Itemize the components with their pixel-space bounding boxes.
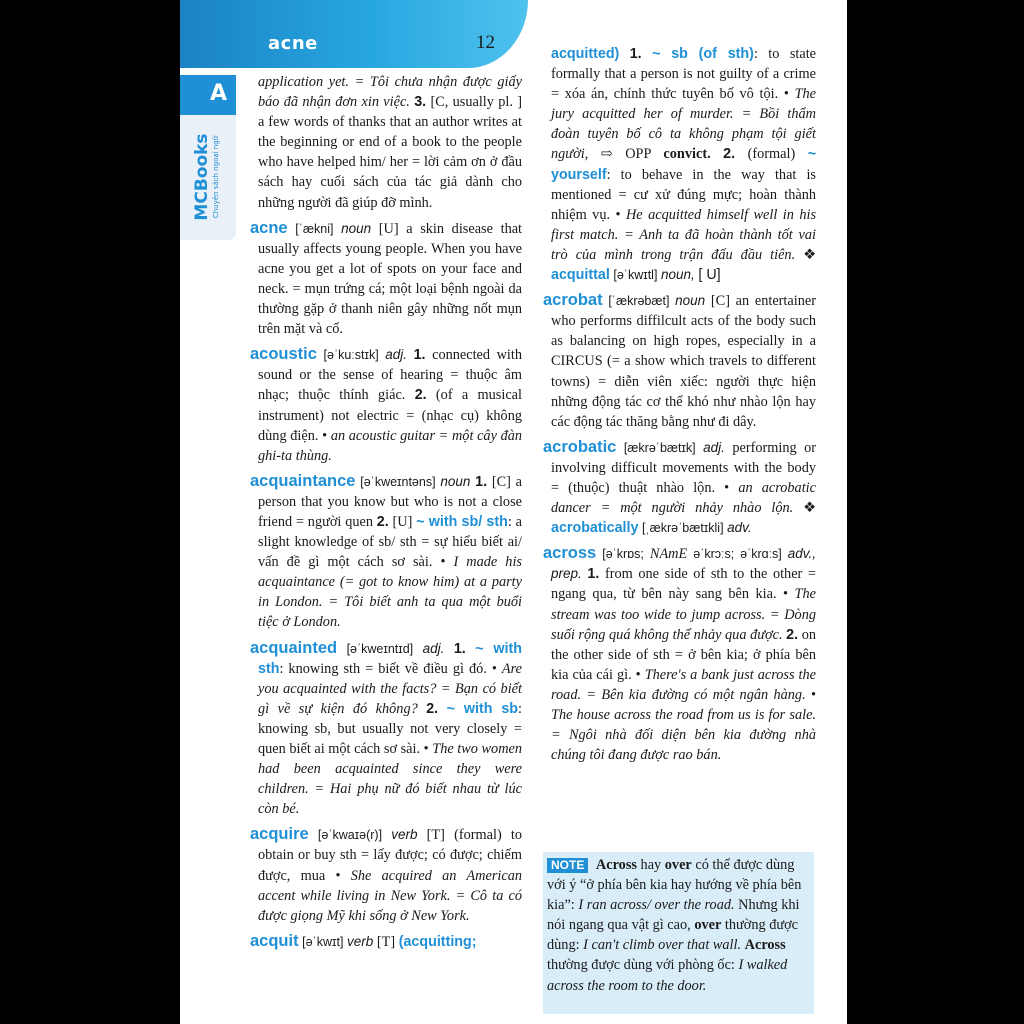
arrow-icon: ⇨	[600, 146, 613, 163]
headword: acquainted	[250, 638, 338, 657]
entry-across: across [əˈkrɒs; NAmE əˈkrɔːs; əˈkrɑːs] adv., prep. 1. from one side of sth to the other = ngang qua, từ bên này sang bên kia. • The stream was too wide to jump across. = Dòng suối rộng quá không thể nhảy qua được. 2. on the other side of sth = ở bên kia; ở phía bên kia của cái gì. • There's a bank just across the road. = Bên kia đường có một ngân hàng. • The house across the road from us is for sale. = Ngôi nhà đối diện bên kia đường nhà chúng tôi đang được rao bán.	[543, 544, 817, 764]
entry-continuation: application yet. = Tôi chưa nhận được giấy báo đã nhận đơn xin việc. 3. [C, usually pl. ] a few words of thanks that an author writes at the beginning or end of a book to the people who have helped him/ her = lời cảm ơn ở đầu sách hay cuối sách của tác giả dành cho những người đã giúp đỡ mình.	[258, 74, 522, 211]
letter-tab-label: A	[209, 81, 227, 106]
brand-tagline: Chuyên sách ngoại ngữ	[212, 135, 220, 219]
header-band	[180, 0, 528, 68]
dictionary-page	[180, 0, 847, 1024]
usage-note-text: NOTE Across hay over có thể được dùng với ý “ở phía bên kia hay hướng về phía bên kia”: I ran across/ over the road. Nhưng khi nói ngang qua vật gì cao, over thường được dùng: I can't climb over that wall. Across thường được dùng với phòng ốc: I walked across the room to the door.	[547, 857, 802, 994]
usage-note-box	[543, 852, 814, 1014]
entry-acquire: acquire [əˈkwaɪə(r)] verb [T] (formal) to obtain or buy sth = lấy được; có được; chiếm được, mua • She acquired an American accent while living in New York. = Cô ta có được giọng Mỹ khi sống ở New York.	[250, 825, 523, 924]
entry-acne: acne [ˈækni] noun [U] a skin disease that usually affects young people. When you have acne you get a lot of spots on your face and neck. = mụn trứng cá; một loại bệnh ngoài da thường gặp ở thanh niên gây những nốt mụn trên mặt và cổ.	[250, 218, 523, 338]
entry-acquit-continued: acquitted) 1. ~ sb (of sth): to state formally that a person is not guilty of a crime = xóa án, chính thức tuyên bố vô tội. • The jury acquitted her of murder. = Bồi thẩm đoàn tuyên bố cô ta không phạm tội giết người, ⇨ OPP convict. 2. (formal) ~ yourself: to behave in the way that is mentioned = cư xử đúng mực; hoàn thành nhiệm vụ. • He acquitted himself well in his first match. = Anh ta đã hoàn thành tốt vai trò của mình trong trận đấu đầu tiên. ❖ acquittal [əˈkwɪtl] noun, [ U]	[551, 46, 817, 284]
right-column	[543, 44, 816, 770]
brand-name: MCBooks	[192, 133, 212, 221]
entry-acoustic: acoustic [əˈkuːstɪk] adj. 1. connected with sound or the sense of hearing = thuộc âm nhạc; thuộc thính giác. 2. (of a musical instrument) not electric = (nhạc cụ) không dùng điện. • an acoustic guitar = một cây đàn ghi-ta thùng.	[250, 345, 523, 464]
headword: acrobatic	[543, 437, 617, 456]
headword: acrobat	[543, 291, 603, 310]
entry-acquit: acquit [əˈkwɪt] verb [T] (acquitting;	[250, 931, 477, 950]
headword: acquaintance	[250, 471, 356, 490]
headword: acquire	[250, 825, 309, 844]
brand-logo	[192, 107, 236, 247]
headword: acoustic	[250, 345, 317, 364]
entry-acquaintance: acquaintance [əˈkweɪntəns] noun 1. [C] a person that you know but who is not a close friend = người quen 2. [U] ~ with sb/ sth: a slight knowledge of sb/ sth = sự hiểu biết ai/ vấn đề gì một cách sơ sài. • I made his acquaintance (= got to know him) at a party in London. = Tôi biết anh ta qua một buổi tiệc ở London.	[250, 471, 523, 631]
diamond-icon: ❖	[803, 246, 816, 263]
headword: acquit	[250, 931, 299, 950]
brand-tab	[180, 115, 236, 240]
running-headword: acne	[268, 33, 318, 54]
headword: across	[543, 544, 597, 563]
page-number: 12	[476, 32, 495, 53]
entry-acquainted: acquainted [əˈkweɪntɪd] adj. 1. ~ with sth: knowing sth = biết về điều gì đó. • Are you acquainted with the facts? = Bạn có biết gì về sự kiện đó không? 2. ~ with sb: knowing sb, but usually not very closely = quen biết ai một cách sơ sài. • The two women had been acquainted since they were children. = Hai phụ nữ đó biết nhau từ lúc còn bé.	[250, 638, 523, 818]
diamond-icon: ❖	[803, 500, 816, 517]
entry-acrobatic: acrobatic [ækrəˈbætɪk] adj. performing or involving difficult movements with the body = (thuộc) thuật nhào lộn. • an acrobatic dancer = một người nhảy nhào lộn. ❖ acrobatically [ˌækrəˈbætɪkli] adv.	[543, 437, 817, 537]
entry-acrobat: acrobat [ˈækrəbæt] noun [C] an entertainer who performs diffilcult acts of the body such as balancing on high ropes, especially in a CIRCUS (= a show which travels to different towns) = diễn viên xiếc: người thực hiện những động tác cơ thể khó như nhào lộn hay các động tác thăng bằng như đi dây.	[543, 291, 816, 430]
left-column	[250, 72, 522, 957]
headword: acne	[250, 218, 288, 237]
note-label: NOTE	[547, 858, 588, 873]
